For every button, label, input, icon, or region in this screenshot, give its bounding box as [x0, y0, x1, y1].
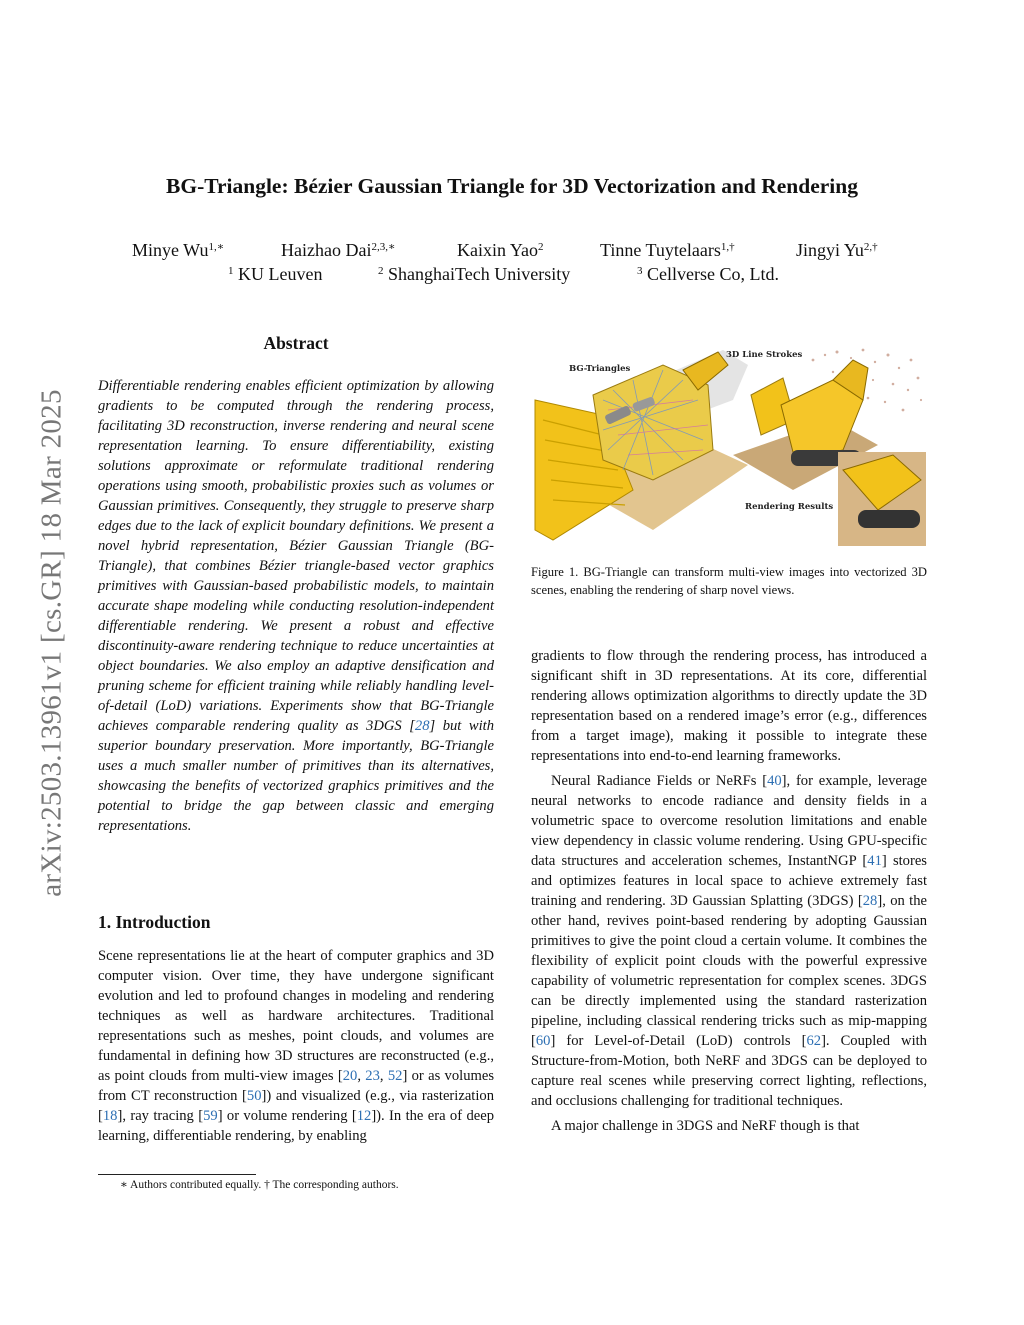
affiliation-2: $^2$ ShanghaiTech University — [378, 264, 571, 284]
citation-link[interactable]: 60 — [535, 1033, 551, 1049]
citation-link[interactable]: 41 — [867, 853, 882, 869]
author-2: Haizhao Dai$^{2,3,∗}$ — [281, 240, 396, 260]
abstract-body: Differentiable rendering enables efficient optimization by allowing gradients to be computed through the rendering process, facilitating 3D reconstruction, inverse rendering and neural scene representation learning. To ensure differentiability, existing solutions approximate or reformulate traditional rendering operations using smooth, probabilistic proxies such as volumes or Gaussian primitives. Consequently, they struggle to preserve sharp edges due to the lack of explicit boundary definitions. We present a novel hybrid representation, Bézier Gaussian Triangle (BG-Triangle), that combines Bézier triangle-based vector graphics primitives with Gaussian-based probabilistic models, to maintain accurate shape modeling while conducting resolution-independent differentiable rendering. We present a robust and effective discontinuity-aware rendering technique to reduce uncertainties at object boundaries. We also employ an adaptive densification and pruning scheme for efficient training while reliably handling level-of-detail (LoD) variations. Experiments show that BG-Triangle achieves comparable rendering quality as 3DGS [28] but with superior boundary preservation. More importantly, BG-Triangle uses a much smaller number of primitives than its alternatives, showcasing the benefits of vectorized graphics primitives and the potential to bridge the gap between classic and emerging representations. — [98, 378, 494, 834]
citation-link[interactable]: 18 — [102, 1108, 118, 1124]
footnote: ∗ Authors contributed equally. † The corresponding authors. — [120, 1179, 399, 1191]
right-column-body — [531, 646, 927, 1136]
paragraph: gradients to flow through the rendering process, has introduced a significant shift in 3D representations. At its core, differential rendering allows optimization algorithms to directly update the 3D representation based on a rendered image’s error (e.g., differences from a target image), making it possible to integrate these representations into end-to-end learning frameworks. — [531, 648, 927, 764]
citation-link[interactable]: 59 — [203, 1108, 218, 1124]
arxiv-identifier — [32, 348, 72, 938]
affiliation-1: $^1$ KU Leuven — [228, 264, 323, 284]
author-1: Minye $Wu^{1,∗}$ — [132, 240, 225, 260]
figure-1-caption: Figure 1. BG-Triangle can transform multi-view images into vectorized 3D scenes, enabling the rendering of sharp novel views. — [531, 565, 927, 597]
citation-link[interactable]: 50 — [246, 1088, 262, 1104]
author-3: Kaixin Yao$^2$ — [457, 240, 544, 260]
paragraph: Neural Radiance Fields or NeRFs [40], for example, leverage neural networks to encode radiance and density fields in a volumetric space to overcome resolution limitations and enable view dependency in classic volume rendering. Using GPU-specific data structures and acceleration schemes, InstantNGP [41] stores and optimizes features in local space to achieve extremely fast training and rendering. 3D Gaussian Splatting (3DGS) [28], on the other hand, revives point-based rendering by adopting Gaussian primitives to give the point cloud a certain volume. It combines the flexibility of explicit point clouds with the powerful expressive capability of volumetric representation for complex scenes. 3DGS can be directly implemented using the standard rasterization pipeline, including classical rendering tricks such as mip-mapping [60] for Level-of-Detail (LoD) controls [62]. Coupled with Structure-from-Motion, both NeRF and 3DGS can be deployed to capture real scenes while preserving correct lighting, reflections, and occlusions challenging for traditional techniques. — [531, 773, 927, 1109]
citation-link[interactable]: 23 — [365, 1068, 380, 1084]
figure-label-line-strokes: 3D Line Strokes — [726, 350, 803, 360]
abstract-heading: Abstract — [263, 333, 329, 353]
citation-link[interactable]: 40 — [767, 773, 782, 789]
affiliation-3: $^3$ Cellverse Co, Ltd. — [637, 264, 779, 284]
author-5: Jingyi $Yu^{2,\dagger}$ — [796, 240, 878, 260]
paragraph: A major challenge in 3DGS and NeRF though is that — [551, 1118, 860, 1134]
figure-label-rendering-results: Rendering Results — [745, 502, 834, 512]
arxiv-identifier-text: arXiv:2503.13961v1 [cs.GR] 18 Mar 2025 — [35, 389, 68, 897]
footnote-rule — [98, 1174, 256, 1175]
introduction-body: Scene representations lie at the heart of computer graphics and 3D computer vision. Over time, they have undergone significant evolution and led to profound changes in modeling and rendering techniques as well as hardware architectures. Traditional representations such as meshes, point clouds, and volumes are fundamental in defining how 3D structures are reconstructed (e.g., as point clouds from multi-view images [20, 23, 52] or as volumes from CT reconstruction [50]) and visualized (e.g., via rasterization [18], ray tracing [59] or volume rendering [12]). In the era of deep learning, differentiable rendering, by enabling — [98, 948, 495, 1144]
figure-1-illustration — [533, 340, 927, 548]
citation-link[interactable]: 28 — [862, 893, 878, 909]
citation-link[interactable]: 62 — [806, 1033, 822, 1049]
figure-1 — [533, 340, 927, 548]
citation-link[interactable]: 28 — [414, 718, 430, 734]
author-4: Tinne Tuytelaars$^{1,\dagger}$ — [600, 240, 735, 260]
citation-link[interactable]: 20 — [342, 1068, 358, 1084]
paper-title: BG-Triangle: Bézier Gaussian Triangle for 3D Vectorization and Rendering — [166, 174, 858, 198]
citation-link[interactable]: 52 — [387, 1068, 403, 1084]
figure-label-bg-triangles: BG-Triangles — [569, 364, 631, 374]
citation-link[interactable]: 12 — [356, 1108, 372, 1124]
section-heading-introduction: 1. Introduction — [98, 912, 211, 932]
